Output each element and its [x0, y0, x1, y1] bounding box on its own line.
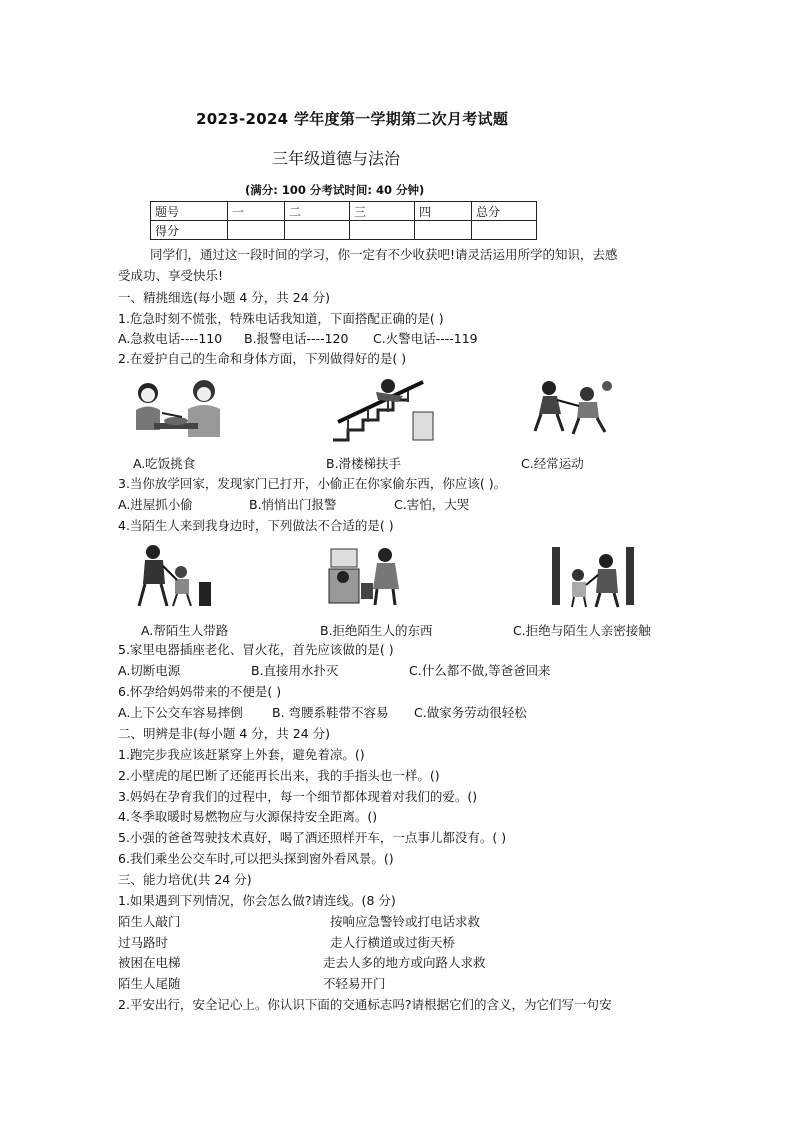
question-1-4: 4.当陌生人来到我身边时，下列做法不合适的是( )	[118, 518, 394, 533]
option-b: B.报警电话----120	[244, 331, 349, 346]
question-1-6: 6.怀孕给妈妈带来的不便是( )	[118, 684, 282, 699]
question-1-5: 5.家里电器插座老化、冒火花，首先应该做的是( )	[118, 642, 394, 657]
picky-eating-illustration	[126, 375, 226, 445]
refuse-contact-illustration	[548, 543, 643, 609]
exam-info: (满分: 100 分考试时间: 40 分钟)	[245, 183, 425, 197]
question-3-2: 2.平安出行，安全记心上。你认识下面的交通标志吗?请根据它们的含义，为它们写一句安	[118, 997, 612, 1012]
match-right-item: 走去人多的地方或向路人求救	[323, 955, 486, 970]
true-false-item: 2.小壁虎的尾巴断了还能再长出来，我的手指头也一样。()	[118, 768, 440, 783]
score-header-cell: 题号	[151, 202, 228, 221]
exam-title: 2023-2024 学年度第一学期第二次月考试题	[196, 110, 509, 128]
option-c: C.什么都不做,等爸爸回来	[409, 663, 551, 678]
question-1-1: 1.危急时刻不慌张，特殊电话我知道，下面搭配正确的是( )	[118, 311, 444, 326]
score-header-cell: 总分	[472, 202, 537, 221]
q4-caption-c: C.拒绝与陌生人亲密接触	[513, 623, 651, 638]
option-c: C.做家务劳动很轻松	[414, 705, 527, 720]
option-c: C.火警电话----119	[373, 331, 478, 346]
refuse-gifts-illustration	[325, 543, 420, 609]
match-left-item: 陌生人敲门	[118, 914, 181, 929]
option-a: A.上下公交车容易摔倒	[118, 705, 243, 720]
q2-caption-a: A.吃饭挑食	[133, 456, 196, 471]
section-3-heading: 三、能力培优(共 24 分)	[118, 872, 252, 887]
true-false-item: 1.跑完步我应该赶紧穿上外套，避免着凉。()	[118, 747, 365, 762]
score-header-cell: 二	[285, 202, 350, 221]
match-left-item: 过马路时	[118, 935, 169, 950]
score-cell[interactable]	[228, 221, 285, 240]
question-3-1: 1.如果遇到下列情况，你会怎么做?请连线。(8 分)	[118, 893, 396, 908]
score-cell[interactable]	[285, 221, 350, 240]
lead-stranger-illustration	[123, 542, 218, 610]
score-header-cell: 三	[350, 202, 415, 221]
exercise-illustration	[527, 376, 617, 438]
exam-subtitle: 三年级道德与法治	[272, 149, 401, 168]
option-b: B. 弯腰系鞋带不容易	[272, 705, 389, 720]
section-1-heading: 一、精挑细选(每小题 4 分，共 24 分)	[118, 290, 331, 305]
q2-caption-b: B.滑楼梯扶手	[326, 456, 402, 471]
question-1-2: 2.在爱护自己的生命和身体方面，下列做得好的是( )	[118, 351, 407, 366]
match-right-item: 按响应急警铃或打电话求救	[330, 914, 481, 929]
true-false-item: 5.小强的爸爸驾驶技术真好，喝了酒还照样开车，一点事儿都没有。( )	[118, 830, 507, 845]
score-table-score-row	[151, 221, 537, 240]
score-table-header-row	[151, 202, 537, 221]
option-b: B.直接用水扑灭	[251, 663, 339, 678]
intro-line-1: 同学们，通过这一段时间的学习，你一定有不少收获吧!请灵活运用所学的知识，去感	[150, 247, 618, 262]
score-cell[interactable]	[415, 221, 472, 240]
score-table	[150, 201, 537, 240]
match-left-item: 被困在电梯	[118, 955, 181, 970]
match-left-item: 陌生人尾随	[118, 976, 181, 991]
option-a: A.进屋抓小偷	[118, 497, 193, 512]
q4-caption-a: A.帮陌生人带路	[141, 623, 229, 638]
intro-line-2: 受成功、享受快乐!	[118, 268, 224, 283]
option-b: B.悄悄出门报警	[249, 497, 337, 512]
match-right-item: 走人行横道或过街天桥	[330, 935, 456, 950]
question-1-3: 3.当你放学回家，发现家门已打开，小偷正在你家偷东西，你应该( )。	[118, 476, 507, 491]
true-false-item: 4.冬季取暖时易燃物应与火源保持安全距离。()	[118, 809, 378, 824]
true-false-item: 6.我们乘坐公交车时,可以把头探到窗外看风景。()	[118, 851, 394, 866]
q2-caption-c: C.经常运动	[521, 456, 584, 471]
match-right-item: 不轻易开门	[323, 976, 386, 991]
option-a: A.急救电话----110	[118, 331, 223, 346]
true-false-item: 3.妈妈在孕育我们的过程中，每一个细节都体现着对我们的爱。()	[118, 789, 478, 804]
score-cell[interactable]	[350, 221, 415, 240]
score-header-cell: 一	[228, 202, 285, 221]
q4-caption-b: B.拒绝陌生人的东西	[320, 623, 433, 638]
option-c: C.害怕，大哭	[394, 497, 470, 512]
score-cell[interactable]	[472, 221, 537, 240]
score-header-cell: 四	[415, 202, 472, 221]
option-a: A.切断电源	[118, 663, 181, 678]
banister-sliding-illustration	[328, 372, 438, 444]
score-row-label: 得分	[151, 221, 228, 240]
section-2-heading: 二、明辨是非(每小题 4 分，共 24 分)	[118, 726, 331, 741]
